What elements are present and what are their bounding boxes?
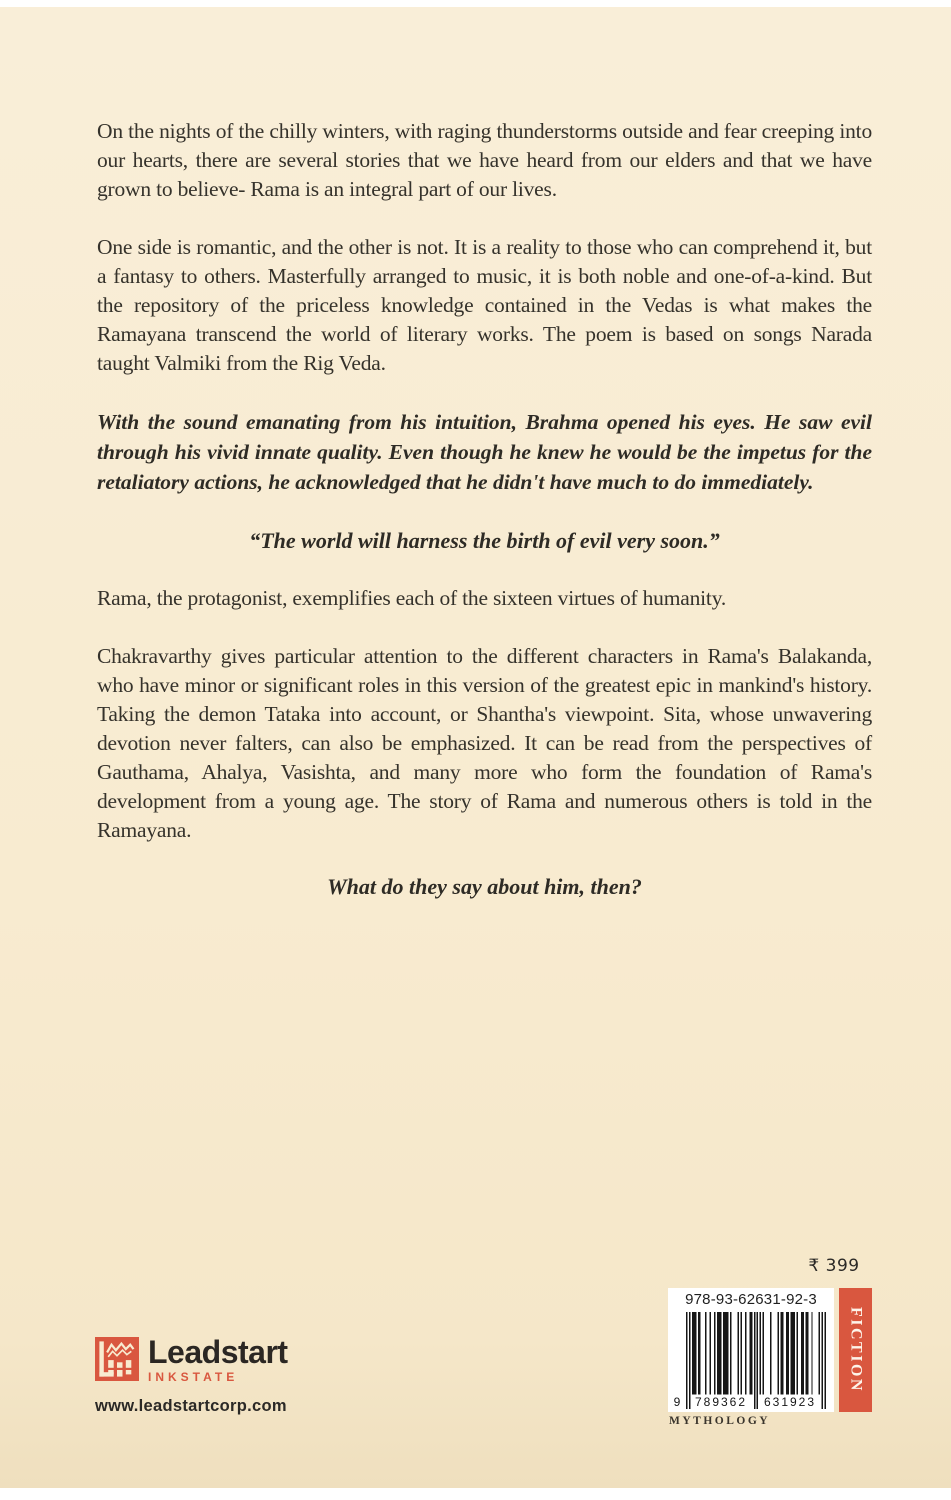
blurb-text-block (0, 7, 951, 900)
category-spine-label: FICTION (847, 1307, 865, 1393)
price-label: ₹ 399 (808, 1256, 860, 1276)
genre-label: MYTHOLOGY (669, 1415, 771, 1427)
barcode-panel (668, 1288, 834, 1412)
publisher-name: Leadstart (148, 1334, 288, 1370)
publisher-website: www.leadstartcorp.com (95, 1397, 287, 1415)
publisher-logo (95, 1334, 288, 1384)
paragraph-characters: Chakravarthy gives particular attention to the different characters in Rama's Balakanda, who have minor or significant roles in this version of the greatest epic in mankind's history. Taking the demon Tataka into account, or Shantha's viewpoint. Sita, whose unwavering devotion never falters, can also be emphasized. It can be read from the perspectives of Gauthama, Ahalya, Vasishta, and many more who form the foundation of Rama's development from a young age. The story of Rama and numerous others is told in the Ramayana. (97, 644, 872, 842)
closing-question: What do they say about him, then? (327, 874, 642, 899)
leadstart-logo-icon (95, 1337, 139, 1381)
barcode-digit-lead: 9 (673, 1395, 683, 1409)
publisher-wordmark (148, 1334, 288, 1384)
isbn-text: 978-93-62631-92-3 (685, 1291, 817, 1308)
barcode-digit-group2: 631923 (763, 1395, 817, 1409)
category-spine-tab (839, 1288, 872, 1412)
paragraph-brahma: With the sound emanating from his intuition, Brahma opened his eyes. He saw evil through his vivid innate quality. Even though he knew he would be the impetus for the retaliatory actions, he acknowledged that he didn't have much to do immediately. (97, 410, 872, 494)
paragraph-rama-virtues: Rama, the protagonist, exemplifies each of the sixteen virtues of humanity. (97, 586, 727, 610)
barcode-bars-area (673, 1312, 826, 1409)
paragraph-intro: On the nights of the chilly winters, with raging thunderstorms outside and fear creeping into our hearts, there are several stories that we have heard from our elders and that we have grown to believe- Rama is an integral part of our lives. (97, 119, 872, 201)
barcode-digit-group1: 789362 (694, 1395, 748, 1409)
publisher-imprint: INKSTATE (148, 1370, 239, 1384)
pull-quote: “The world will harness the birth of evil very soon.” (249, 528, 720, 553)
back-cover (0, 7, 951, 1488)
paragraph-ramayana: One side is romantic, and the other is not. It is a reality to those who can comprehend it, but a fantasy to others. Masterfully arranged to music, it is both noble and one-of-a-kind. But the repository of the priceless knowledge contained in the Vedas is what makes the Ramayana transcend the world of literary works. The poem is based on songs Narada taught Valmiki from the Rig Veda. (97, 235, 872, 375)
